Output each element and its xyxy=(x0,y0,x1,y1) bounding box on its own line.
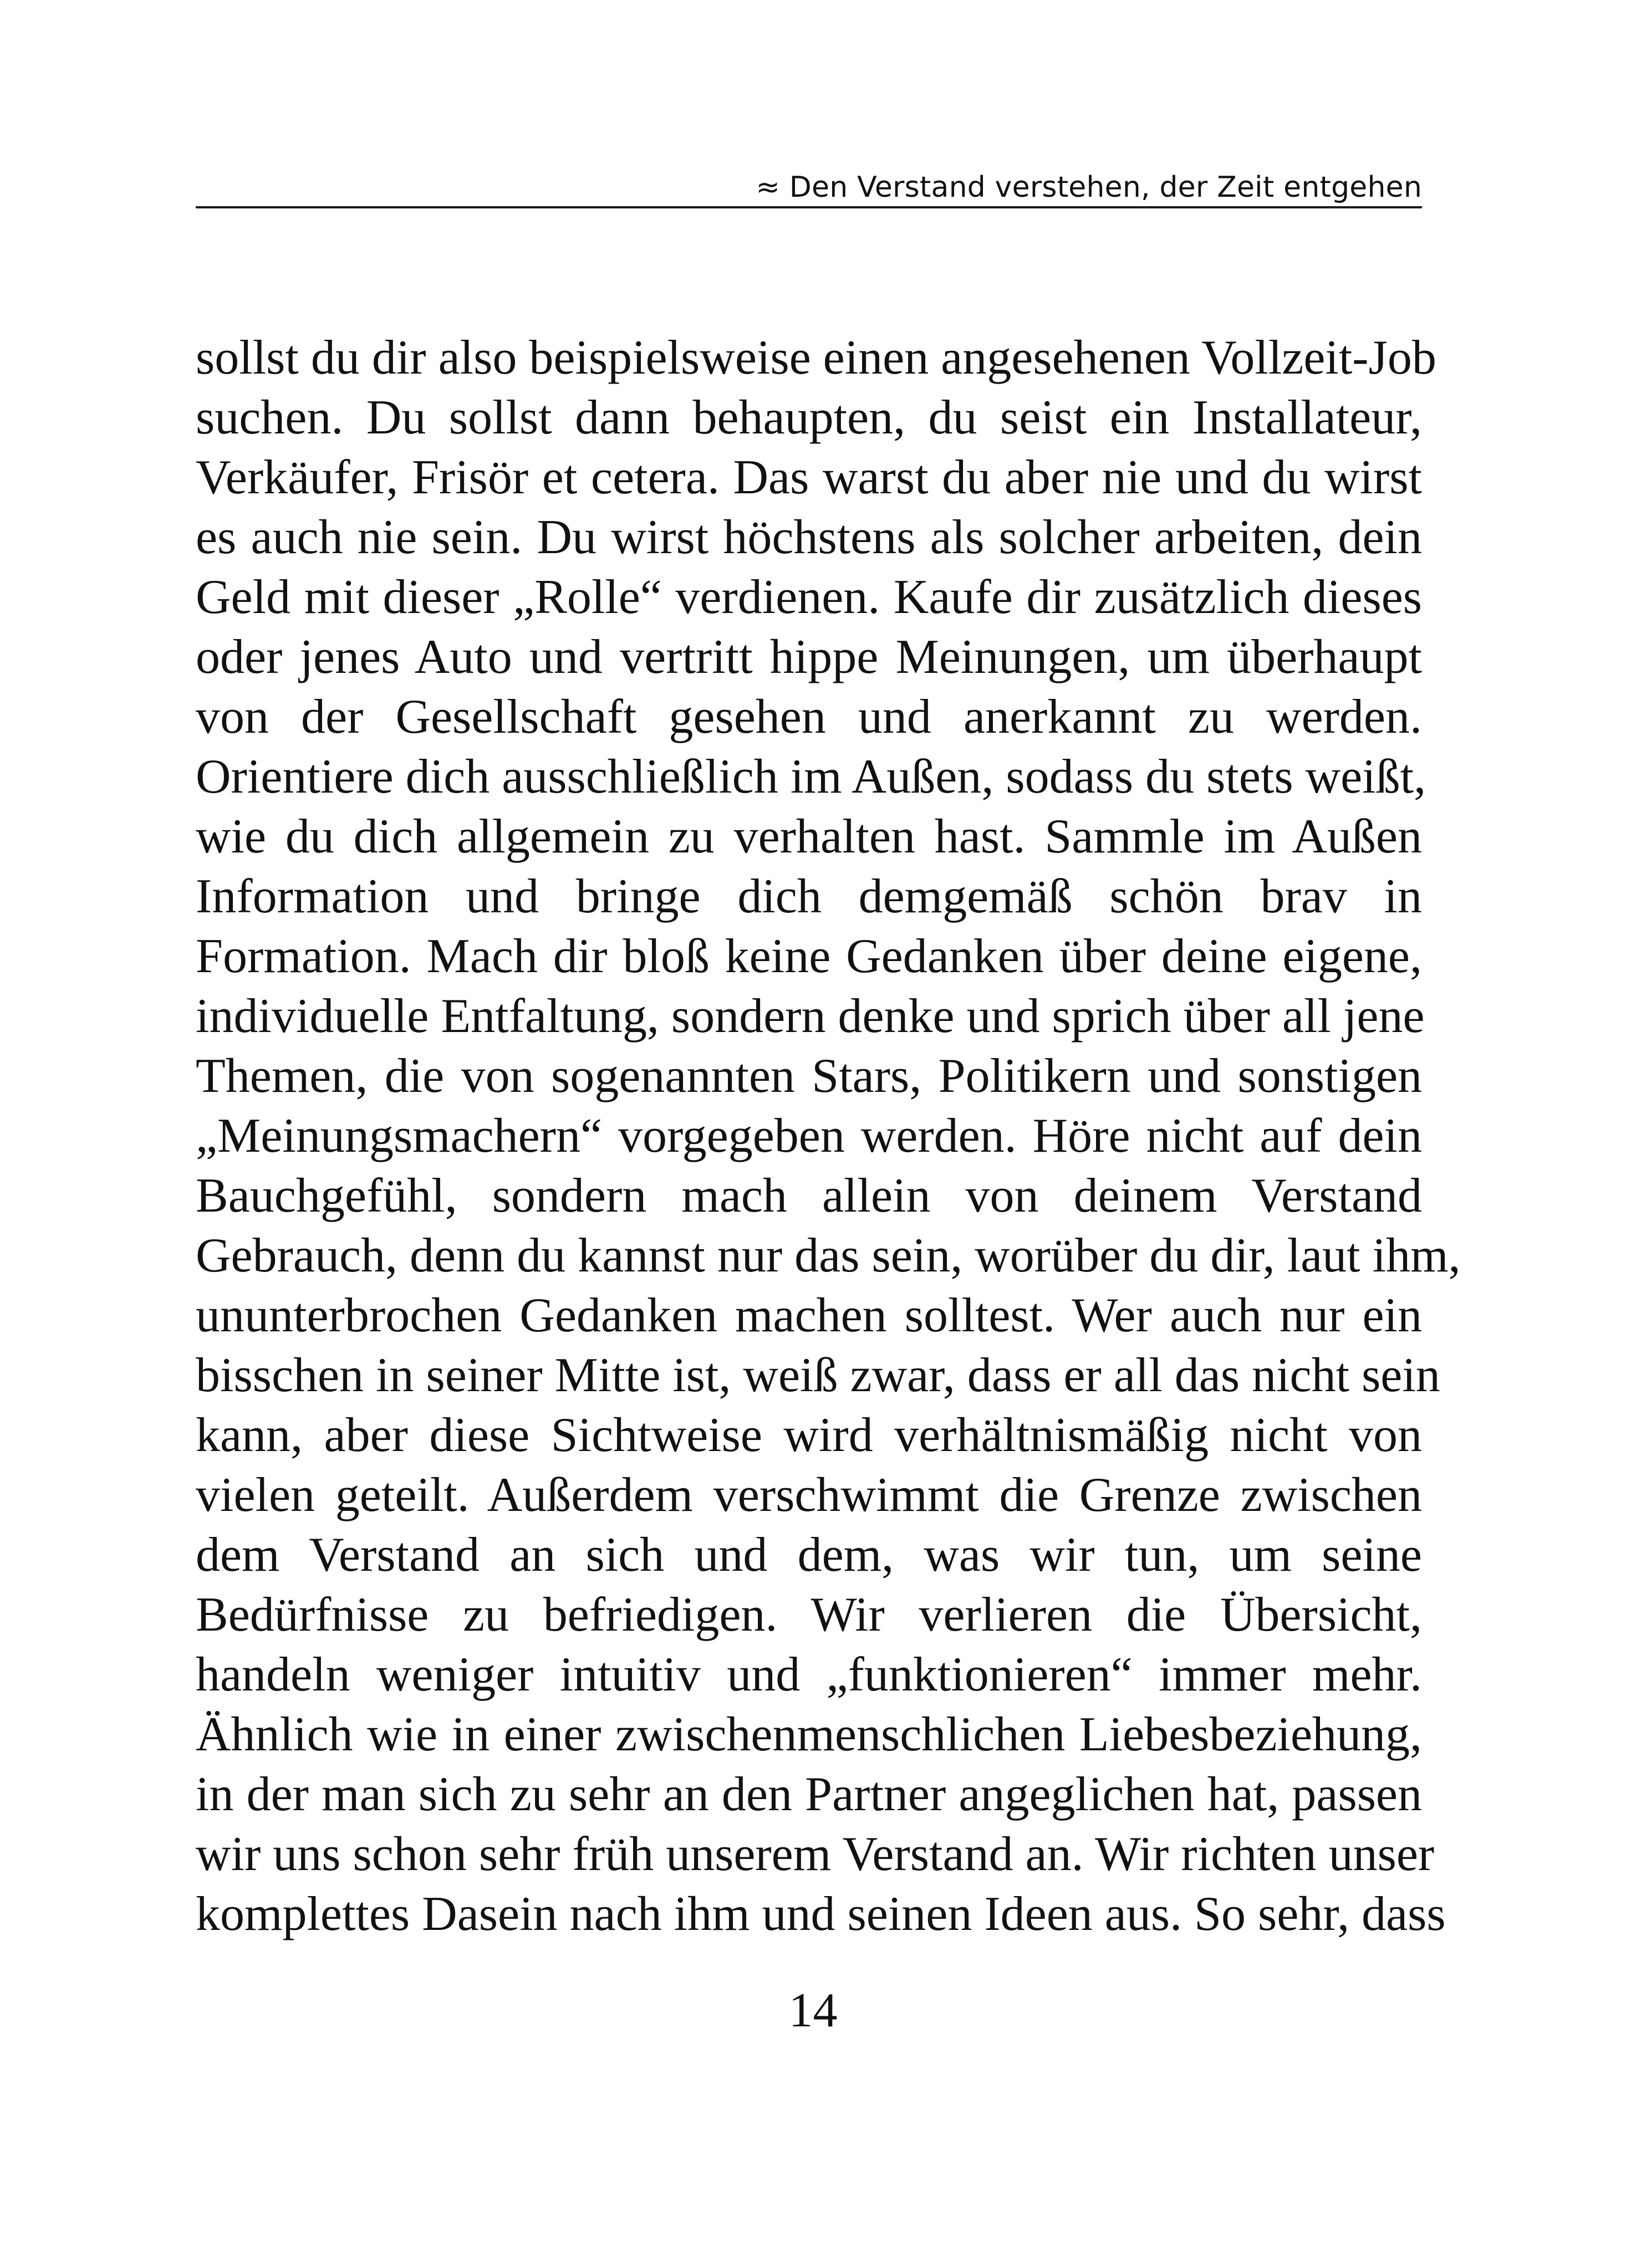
text-line: Information und bringe dich demgemäß schön brav in xyxy=(196,870,1422,923)
text-line: „Meinungsmachern“ vorgegeben werden. Höre nicht auf dein xyxy=(196,1109,1422,1163)
text-line: in der man sich zu sehr an den Partner angeglichen hat, passen xyxy=(196,1768,1422,1821)
text-line: kann, aber diese Sichtweise wird verhältnismäßig nicht von xyxy=(196,1408,1422,1462)
text-line: von der Gesellschaft gesehen und anerkannt zu werden. xyxy=(196,690,1422,744)
text-line: Themen, die von sogenannten Stars, Politikern und sonstigen xyxy=(196,1049,1422,1103)
text-line: Formation. Mach dir bloß keine Gedanken über deine eigene, xyxy=(196,929,1422,983)
text-line: dem Verstand an sich und dem, was wir tun, um seine xyxy=(196,1528,1422,1582)
text-line: komplettes Dasein nach ihm und seinen Ideen aus. So sehr, dass xyxy=(196,1887,1446,1941)
text-line: vielen geteilt. Außerdem verschwimmt die Grenze zwischen xyxy=(196,1468,1422,1522)
text-line: oder jenes Auto und vertritt hippe Meinungen, um überhaupt xyxy=(196,630,1422,684)
text-line: es auch nie sein. Du wirst höchstens als solcher arbeiten, dein xyxy=(196,510,1422,564)
text-line: sollst du dir also beispielsweise einen angesehenen Vollzeit-Job xyxy=(196,331,1436,385)
text-line: Geld mit dieser „Rolle“ verdienen. Kaufe dir zusätzlich dieses xyxy=(196,570,1422,624)
text-line: Bedürfnisse zu befriedigen. Wir verlieren die Übersicht, xyxy=(196,1588,1422,1642)
body-text xyxy=(196,328,1461,1944)
text-line: handeln weniger intuitiv und „funktionieren“ immer mehr. xyxy=(196,1648,1422,1702)
text-line: Verkäufer, Frisör et cetera. Das warst du aber nie und du wirst xyxy=(196,451,1422,504)
text-line: wir uns schon sehr früh unserem Verstand an. Wir richten unser xyxy=(196,1827,1435,1881)
text-line: suchen. Du sollst dann behaupten, du seist ein Installateur, xyxy=(196,391,1422,445)
text-line: Bauchgefühl, sondern mach allein von deinem Verstand xyxy=(196,1169,1422,1223)
text-line: wie du dich allgemein zu verhalten hast. Sammle im Außen xyxy=(196,810,1422,864)
text-line: bisschen in seiner Mitte ist, weiß zwar, dass er all das nicht sein xyxy=(196,1348,1440,1402)
text-line: ununterbrochen Gedanken machen solltest. Wer auch nur ein xyxy=(196,1289,1422,1342)
text-line: Orientiere dich ausschließlich im Außen, sodass du stets weißt, xyxy=(196,750,1426,804)
running-header xyxy=(196,166,1422,208)
running-header-title: ≈ Den Verstand verstehen, der Zeit entgehen xyxy=(756,171,1422,204)
text-line: individuelle Entfaltung, sondern denke und sprich über all jene xyxy=(196,989,1425,1043)
page-number: 14 xyxy=(788,1984,838,2037)
text-line: Gebrauch, denn du kannst nur das sein, worüber du dir, laut ihm, xyxy=(196,1229,1461,1283)
text-line: Ähnlich wie in einer zwischenmenschlichen Liebesbeziehung, xyxy=(196,1708,1422,1761)
